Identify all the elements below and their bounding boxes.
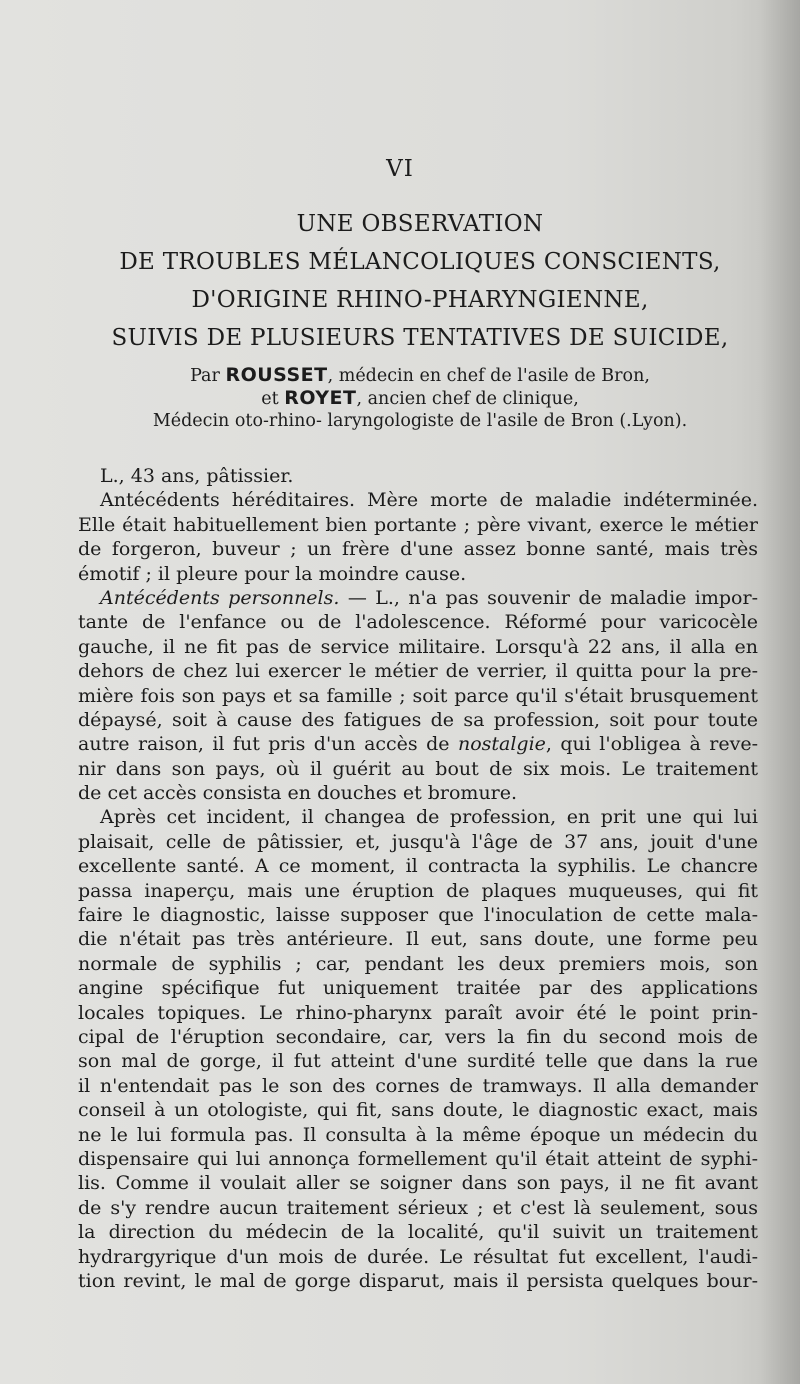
author-rousset: ROUSSET [225, 364, 328, 386]
paragraph-line: de cet accès consista en douches et bromure. [78, 782, 518, 805]
paragraph-line: passa inaperçu, mais une éruption de plaques muqueuses, qui fit [78, 879, 758, 902]
paragraph-line: Après cet incident, il changea de profession, en prit une qui lui [100, 806, 758, 829]
paragraph-line: dehors de chez lui exercer le métier de verrier, il quitta pour la pre- [78, 660, 758, 683]
paragraph-line: tante de l'enfance ou de l'adolescence. Réformé pour varicocèle [78, 611, 758, 634]
paragraph-line: il n'entendait pas le son des cornes de tramways. Il alla demander [78, 1074, 758, 1097]
paragraph-line: gauche, il ne fit pas de service militaire. Lorsqu'à 22 ans, il alla en [78, 635, 758, 658]
paragraph-line: dépaysé, soit à cause des fatigues de sa profession, soit pour toute [78, 708, 758, 731]
paragraph-line: de forgeron, buveur ; un frère d'une assez bonne santé, mais très [78, 538, 758, 561]
paragraph-line: Antécédents héréditaires. Mère morte de maladie indéterminée. [100, 489, 758, 512]
paragraph-line: conseil à un otologiste, qui fit, sans doute, le diagnostic exact, mais [78, 1099, 758, 1122]
title-line: DE TROUBLES MÉLANCOLIQUES CONSCIENTS, [119, 249, 721, 275]
page-edge-shadow [760, 0, 800, 1384]
paragraph-line: angine spécifique fut uniquement traitée par des applications [78, 977, 758, 1000]
author-block [60, 364, 780, 432]
author-line-2 [60, 387, 780, 410]
author-royet: ROYET [284, 387, 357, 409]
paragraph-line: la direction du médecin de la localité, qu'il suivit un traitement [78, 1221, 758, 1244]
author-royet-role: , ancien chef de clinique, [356, 389, 579, 409]
article-title [80, 205, 760, 357]
paragraph-line: ne le lui formula pas. Il consulta à la même époque un médecin du [78, 1123, 758, 1146]
paragraph-line: dispensaire qui lui annonça formellement qu'il était atteint de syphi- [78, 1147, 758, 1170]
par-prefix: Par [190, 366, 220, 386]
paragraph-line: lis. Comme il voulait aller se soigner dans son pays, il ne fit avant [78, 1172, 758, 1195]
paragraph-text: autre raison, il fut pris d'un accès de [78, 733, 458, 756]
paragraph-line: cipal de l'éruption secondaire, car, vers la fin du second mois de [78, 1025, 758, 1048]
paragraph-line: faire le diagnostic, laisse supposer que l'inoculation de cette mala- [78, 904, 758, 927]
paragraph-line: die n'était pas très antérieure. Il eut, sans doute, une forme peu [78, 928, 758, 951]
paragraph-line: Elle était habituellement bien portante ; père vivant, exerce le métier [78, 513, 758, 536]
author-line-3: Médecin oto-rhino- laryngologiste de l'asile de Bron (.Lyon). [152, 411, 688, 431]
paragraph-line: nir dans son pays, où il guérit au bout de six mois. Le traitement [78, 757, 758, 780]
paragraph-line: plaisait, celle de pâtissier, et, jusqu'à l'âge de 37 ans, jouit d'une [78, 830, 758, 853]
title-line: D'ORIGINE RHINO-PHARYNGIENNE, [191, 287, 649, 313]
paragraph-line: tion revint, le mal de gorge disparut, mais il persista quelques bour- [78, 1269, 758, 1292]
chapter-number: VI [386, 156, 414, 182]
paragraph-line: locales topiques. Le rhino-pharynx paraît avoir été le point prin- [78, 1001, 758, 1024]
author-line-1 [60, 364, 780, 387]
paragraph-line [78, 586, 758, 610]
body-text [78, 464, 758, 1293]
title-line: SUIVIS DE PLUSIEURS TENTATIVES DE SUICIDE, [111, 325, 729, 351]
paragraph-line: de s'y rendre aucun traitement sérieux ; et c'est là seulement, sous [78, 1196, 758, 1219]
emphasis-word: nostalgie [457, 733, 546, 756]
paragraph-line: L., 43 ans, pâtissier. [100, 465, 294, 487]
paragraph-line [78, 732, 758, 756]
et-prefix: et [261, 389, 279, 409]
paragraph-line: émotif ; il pleure pour la moindre cause. [78, 562, 467, 585]
title-line: UNE OBSERVATION [296, 211, 544, 237]
paragraph-text: — L., n'a pas souvenir de maladie impor- [339, 586, 758, 609]
author-rousset-role: , médecin en chef de l'asile de Bron, [327, 366, 650, 386]
paragraph-line: son mal de gorge, il fut atteint d'une surdité telle que dans la rue [78, 1050, 758, 1073]
paragraph-line: mière fois son pays et sa famille ; soit parce qu'il s'était brusquement [78, 684, 758, 707]
paragraph-line: normale de syphilis ; car, pendant les deux premiers mois, son [78, 952, 758, 975]
paragraph-line: excellente santé. A ce moment, il contracta la syphilis. Le chancre [78, 855, 758, 878]
paragraph-line: hydrargyrique d'un mois de durée. Le résultat fut excellent, l'audi- [78, 1245, 758, 1268]
paragraph-text: , qui l'obligea à reve- [545, 733, 758, 756]
section-heading-italic: Antécédents personnels. [100, 586, 340, 609]
